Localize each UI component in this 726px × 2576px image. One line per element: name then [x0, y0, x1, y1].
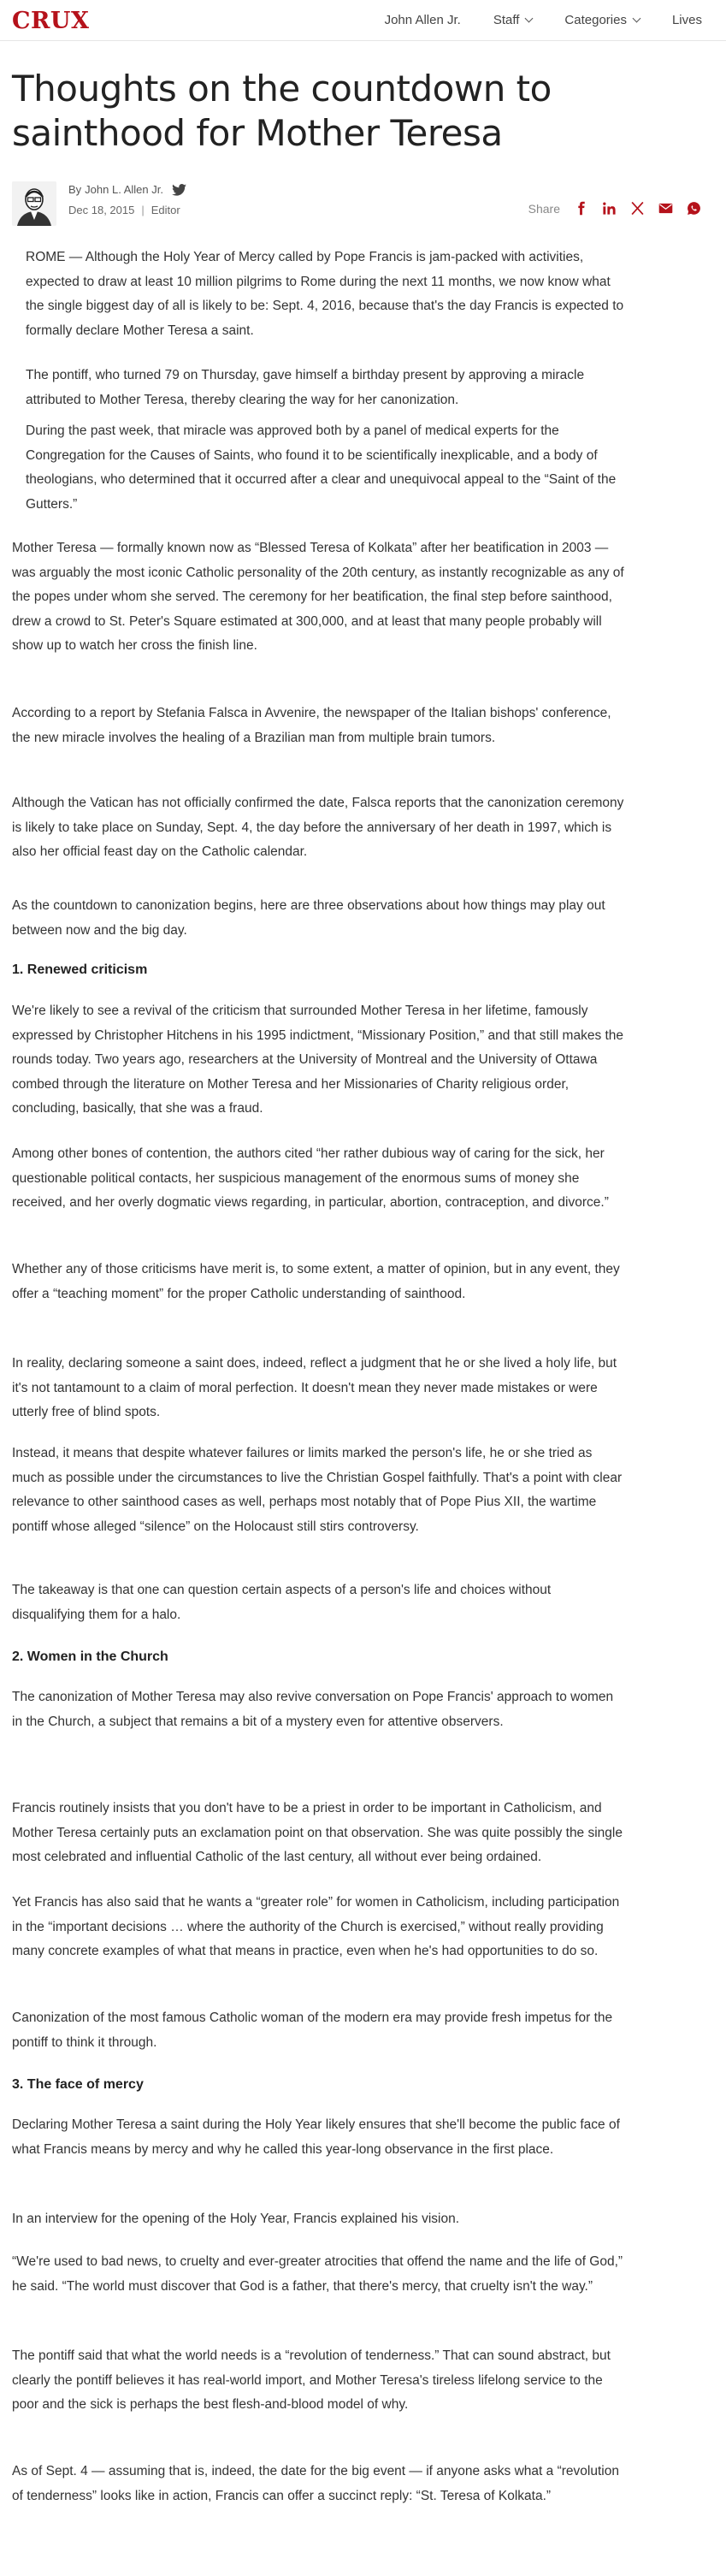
paragraph-closing: As of Sept. 4 — assuming that is, indeed, the date for the big event — if anyone asks what a “revolution of tenderness” looks like in action, Francis can offer a succinct reply: “St. Teresa of Kolkata.”	[12, 2464, 619, 2503]
byline-prefix: By	[68, 183, 82, 196]
paragraph-blessed-teresa: Mother Teresa — formally known now as “Blessed Teresa of Kolkata” after her beatification in 2003 — was arguably the most iconic Catholic personality of the 20th century, as instantly recognizable as any of the popes under whom she served. The ceremony for her beatification, the final step before sainthood, drew a crowd to St. Peter's Square estimated at 300,000, and at least that many people probably will show up to watch her cross the finish line.	[12, 541, 624, 653]
whatsapp-icon[interactable]	[687, 201, 701, 216]
publish-date: Dec 18, 2015	[68, 204, 135, 216]
nav-item-label: Staff	[493, 13, 520, 27]
email-icon[interactable]	[658, 201, 673, 216]
paragraph-interview: In an interview for the opening of the Holy Year, Francis explained his vision.	[12, 2212, 460, 2226]
paragraph-bones-of-contention: Among other bones of contention, the authors cited “her rather dubious way of caring for the sick, her questionable political contacts, her suspicious management of the enormous sums of money she received, and her overly dogmatic views regarding, in particular, abortion, contraception, and divorce.”	[12, 1146, 609, 1210]
author-avatar	[12, 181, 56, 226]
nav-item-label: Categories	[564, 13, 627, 27]
byline-separator: |	[141, 204, 145, 216]
paragraph-fresh-impetus: Canonization of the most famous Catholic woman of the modern era may provide fresh impetus for the pontiff to think it through.	[12, 2010, 613, 2050]
nav-item-staff[interactable]	[493, 13, 533, 27]
facebook-icon[interactable]	[574, 201, 588, 216]
linkedin-icon[interactable]	[602, 201, 617, 216]
chevron-down-icon	[525, 14, 534, 22]
article-title: Thoughts on the countdown to sainthood for Mother Teresa	[12, 68, 552, 154]
paragraph-pius-xii: Instead, it means that despite whatever failures or limits marked the person's life, he or she tried as much as possible under the circumstances to live the Christian Gospel faithfully. That's a point with clear relevance to other sainthood cases as well, perhaps most notably that of Pope Pius XII, the wartime pontiff whose alleged “silence” on the Holocaust still stirs controversy.	[12, 1446, 623, 1534]
paragraph-miracle-approval: During the past week, that miracle was approved both by a panel of medical experts for the Congregation for the Causes of Saints, who found it to be scientifically inexplicable, and a body of theologians, who determined that it occurred after a clear and unequivocal appeal to the “Saint of the Gutters.”	[26, 423, 617, 512]
chevron-down-icon	[633, 14, 641, 22]
x-icon[interactable]	[630, 201, 645, 216]
paragraph-moral-perfection: In reality, declaring someone a saint does, indeed, reflect a judgment that he or she lived a holy life, but it's not tantamount to a claim of moral perfection. It doesn't mean they never made mistakes or were utterly free of blind spots.	[12, 1356, 617, 1419]
paragraph-revolution-of-tenderness: The pontiff said that what the world needs is a “revolution of tenderness.” That can sound abstract, but clearly the pontiff believes it has real-world import, and Mother Teresa's tireless lifelong service to the poor and the sick is perhaps the best flesh-and-blood model of why.	[12, 2348, 611, 2412]
paragraph-takeaway: The takeaway is that one can question certain aspects of a person's life and choices without disqualifying them for a halo.	[12, 1583, 552, 1622]
paragraph-birthday: The pontiff, who turned 79 on Thursday, gave himself a birthday present by approving a miracle attributed to Mother Teresa, thereby clearing the way for her canonization.	[26, 368, 585, 407]
paragraph-greater-role: Yet Francis has also said that he wants a “greater role” for women in Catholicism, including participation in the “important decisions … where the authority of the Church is exercised,” without really providing many concrete examples of what that means in practice, even when he's had opportunities to do so.	[12, 1895, 620, 1958]
paragraph-lede: ROME — Although the Holy Year of Mercy called by Pope Francis is jam-packed with activities, expected to draw at least 10 million pilgrims to Rome during the next 11 months, we now know what the single biggest day of all is likely to be: Sept. 4, 2016, because that's the day Francis is expected to formally declare Mother Teresa a saint.	[26, 250, 624, 338]
share-bar	[528, 201, 701, 216]
byline-author-row	[68, 183, 186, 196]
author-link[interactable]: John L. Allen Jr.	[85, 183, 163, 196]
paragraph-teaching-moment: Whether any of those criticisms have merit is, to some extent, a matter of opinion, but in any event, they offer a “teaching moment” for the proper Catholic understanding of sainthood.	[12, 1262, 620, 1301]
nav-item-john-allen[interactable]	[385, 13, 461, 27]
paragraph-three-observations: As the countdown to canonization begins, here are three observations about how things may play out between now and the big day.	[12, 898, 605, 938]
main-nav	[352, 13, 702, 27]
share-label: Share	[528, 201, 560, 216]
section-heading-renewed-criticism: 1. Renewed criticism	[12, 962, 148, 977]
paragraph-avvenire-report: According to a report by Stefania Falsca in Avvenire, the newspaper of the Italian bishops' conference, the new miracle involves the healing of a Brazilian man from multiple brain tumors.	[12, 706, 611, 745]
paragraph-bad-news-quote: “We're used to bad news, to cruelty and ever-greater atrocities that offend the name and the life of God,” he said. “The world must discover that God is a father, that there's mercy, that cruelty isn't the way.”	[12, 2254, 623, 2294]
paragraph-ceremony-date: Although the Vatican has not officially confirmed the date, Falsca reports that the canonization ceremony is likely to take place on Sunday, Sept. 4, the day before the anniversary of her death in 1997, which is also her official feast day on the Catholic calendar.	[12, 796, 624, 859]
nav-item-label: Lives	[671, 13, 702, 27]
paragraph-hitchens-criticism: We're likely to see a revival of the criticism that surrounded Mother Teresa in her lifetime, famously expressed by Christopher Hitchens in his 1995 indictment, “Missionary Position,” and that still makes the rounds today. Two years ago, researchers at the University of Montreal and the University of Ottawa combed through the literature on Mother Teresa and her Missionaries of Charity religious order, concluding, basically, that she was a fraud.	[12, 1004, 624, 1116]
site-header	[0, 0, 726, 41]
section-heading-women-in-church: 2. Women in the Church	[12, 1649, 168, 1664]
paragraph-public-face: Declaring Mother Teresa a saint during the Holy Year likely ensures that she'll become the public face of what Francis means by mercy and why he called this year-long observance in the first place.	[12, 2117, 620, 2157]
nav-item-lives[interactable]	[672, 13, 702, 27]
paragraph-not-priest: Francis routinely insists that you don't have to be a priest in order to be important in Catholicism, and Mother Teresa certainly puts an exclamation point on that observation. She was quite possibly the single most celebrated and influential Catholic of the last century, all without ever being ordained.	[12, 1801, 623, 1864]
byline-meta-row	[68, 204, 180, 216]
crux-logo[interactable]: CRUX	[12, 8, 90, 34]
nav-item-categories[interactable]	[564, 13, 640, 27]
paragraph-women-approach: The canonization of Mother Teresa may also revive conversation on Pope Francis' approach to women in the Church, a subject that remains a bit of a mystery even for attentive observers.	[12, 1690, 614, 1729]
twitter-icon[interactable]	[172, 184, 186, 196]
byline	[12, 181, 713, 229]
author-role: Editor	[151, 204, 180, 216]
section-heading-face-of-mercy: 3. The face of mercy	[12, 2077, 144, 2092]
nav-item-label: John Allen Jr.	[384, 13, 461, 27]
